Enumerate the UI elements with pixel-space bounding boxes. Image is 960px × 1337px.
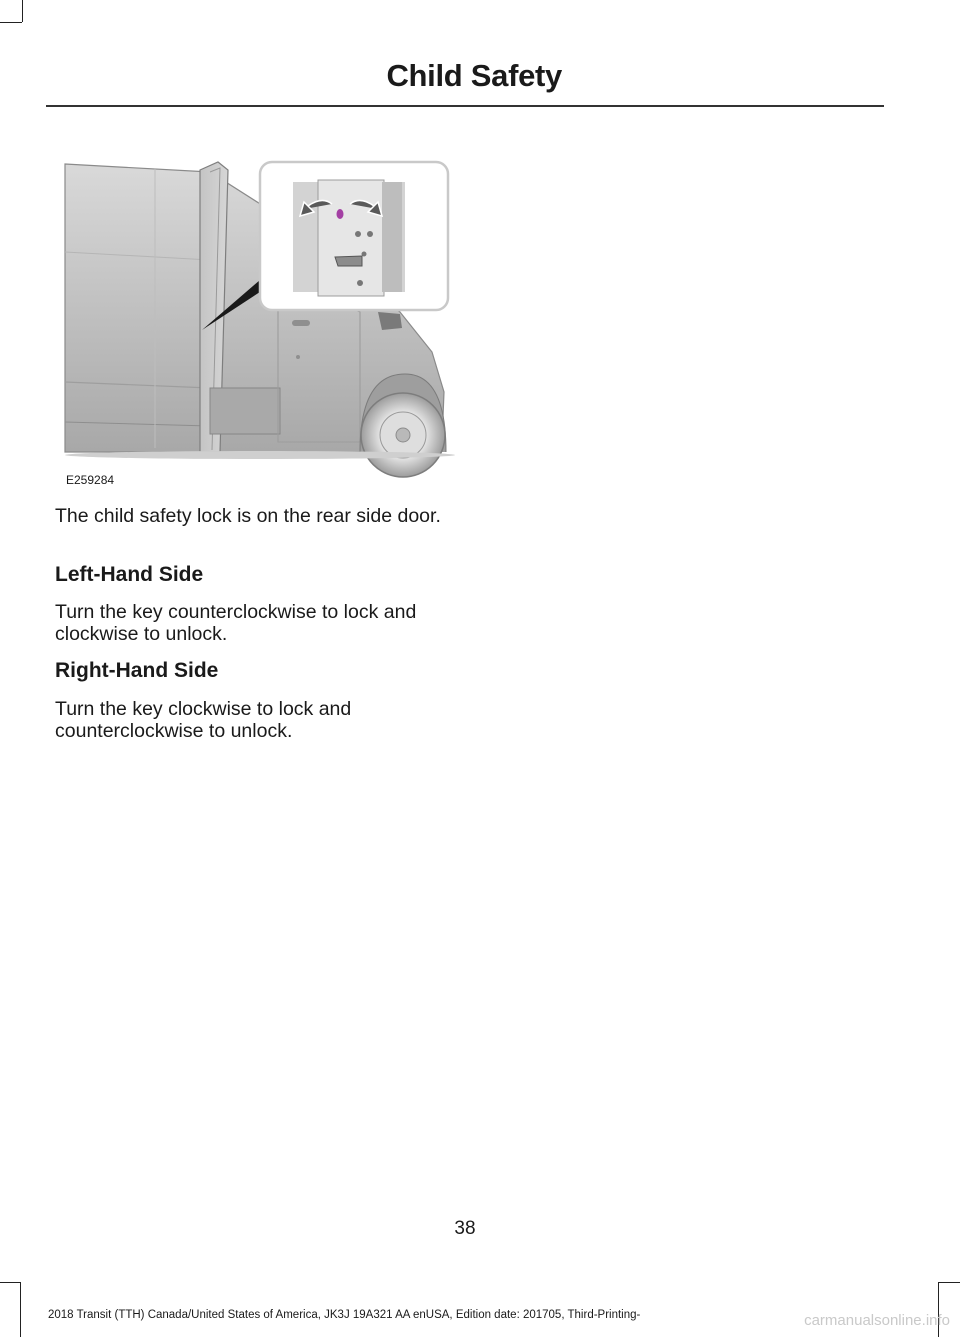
crop-mark-bottom-left bbox=[20, 1282, 21, 1337]
van-side-door-drawing bbox=[60, 152, 460, 492]
section-title: Child Safety bbox=[386, 58, 562, 93]
left-hand-side-heading: Left-Hand Side bbox=[55, 563, 204, 586]
crop-mark-top-left bbox=[22, 0, 23, 22]
intro-paragraph: The child safety lock is on the rear side door. bbox=[55, 505, 441, 527]
publication-footer: 2018 Transit (TTH) Canada/United States of America, JK3J 19A321 AA enUSA, Edition date: 201705, Third-Printing- bbox=[48, 1309, 641, 1321]
right-hand-side-text: Turn the key clockwise to lock and counterclockwise to unlock. bbox=[55, 698, 352, 742]
page-number: 38 bbox=[454, 1218, 476, 1239]
figure-id: E259284 bbox=[66, 473, 115, 487]
right-hand-side-heading: Right-Hand Side bbox=[55, 659, 219, 682]
crop-mark-bottom-right bbox=[938, 1282, 960, 1283]
van-side-door-illustration bbox=[60, 152, 460, 492]
left-hand-side-text: Turn the key counterclockwise to lock and clockwise to unlock. bbox=[55, 601, 417, 645]
watermark: carmanualsonline.info bbox=[804, 1312, 950, 1329]
crop-mark-top-left bbox=[0, 22, 22, 23]
header-rule bbox=[46, 105, 884, 107]
crop-mark-bottom-left bbox=[0, 1282, 20, 1283]
